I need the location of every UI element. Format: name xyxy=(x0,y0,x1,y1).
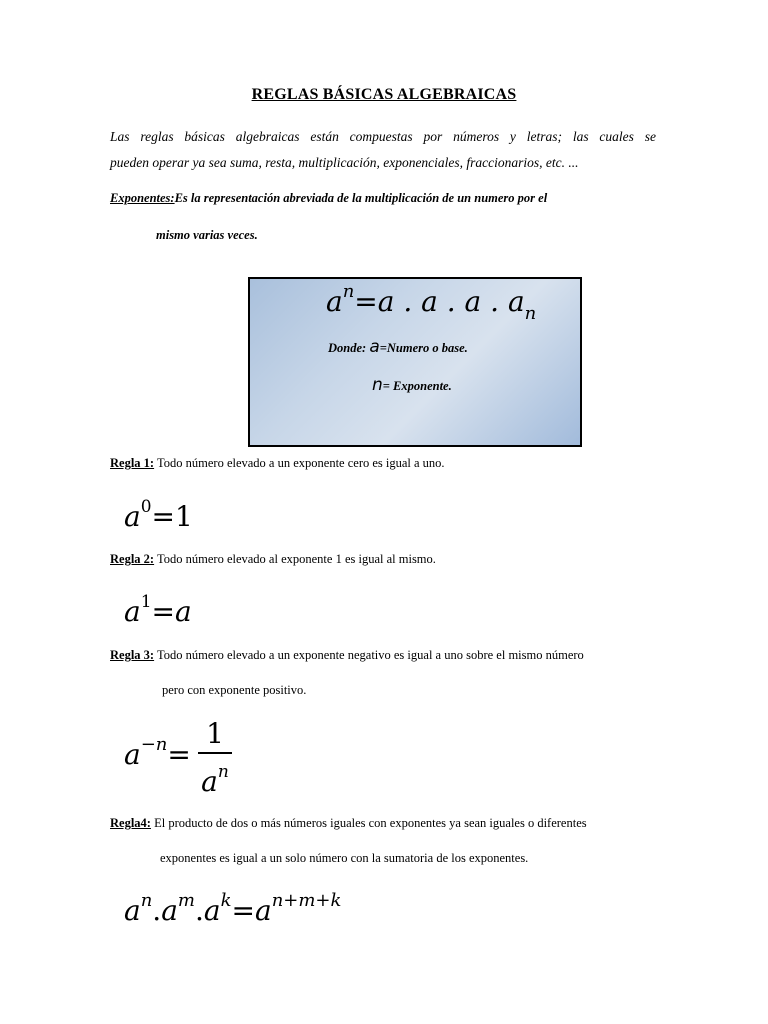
rule-2 xyxy=(110,552,436,567)
rule-2-label: Regla 2: xyxy=(110,552,155,566)
rule-3 xyxy=(110,648,584,663)
document-title: REGLAS BÁSICAS ALGEBRAICAS xyxy=(251,86,517,103)
rule-4-formula: $a^n.a^m.a^k=a^{n+m+k}$ xyxy=(124,890,342,927)
rule-3-label: Regla 3: xyxy=(110,648,155,662)
rule-3-text: Todo número elevado a un exponente negativo es igual a uno sobre el mismo número xyxy=(154,648,584,662)
rule-2-text: Todo número elevado al exponente 1 es igual al mismo. xyxy=(154,552,436,566)
power-definition-formula: $a^n=a$ . a . a . $a_n$ xyxy=(326,281,537,324)
intro-line-2: pueden operar ya sea suma, resta, multiplicación, exponenciales, fraccionarios, etc. ... xyxy=(110,155,579,170)
exponentes-text-1: Es la representación abreviada de la multiplicación de un numero por el xyxy=(174,191,548,205)
base-definition: Donde: a=Numero o base. xyxy=(328,337,468,357)
intro-line-1: Las reglas básicas algebraicas están compuestas por números y letras; las cuales se xyxy=(110,129,656,144)
rule-1-text: Todo número elevado a un exponente cero es igual a uno. xyxy=(154,456,445,470)
exponentes-definition xyxy=(110,191,547,206)
intro-paragraph xyxy=(110,124,656,176)
exponentes-label: Exponentes: xyxy=(110,191,175,205)
exponentes-text-2: mismo varias veces. xyxy=(156,228,258,242)
rule-4 xyxy=(110,816,587,831)
rule-1-label: Regla 1: xyxy=(110,456,155,470)
rule-3-formula: $a^{-n}=$ 1 $a^n$ xyxy=(124,718,264,798)
rule-4-label: Regla4: xyxy=(110,816,151,830)
rule-2-formula: $a^1=a$ xyxy=(124,592,192,628)
rule-1-formula: $a^0=1$ xyxy=(124,497,193,533)
rule-1 xyxy=(110,456,445,471)
definition-box xyxy=(248,277,582,447)
rule-4-text-cont: exponentes es igual a un solo número con la sumatoria de los exponentes. xyxy=(160,851,529,865)
rule-3-text-cont: pero con exponente positivo. xyxy=(162,683,307,697)
exponent-definition: n= Exponente. xyxy=(372,375,452,395)
rule-4-text: El producto de dos o más números iguales con exponentes ya sean iguales o diferentes xyxy=(150,816,587,830)
fraction: 1 $a^n$ xyxy=(198,718,232,800)
